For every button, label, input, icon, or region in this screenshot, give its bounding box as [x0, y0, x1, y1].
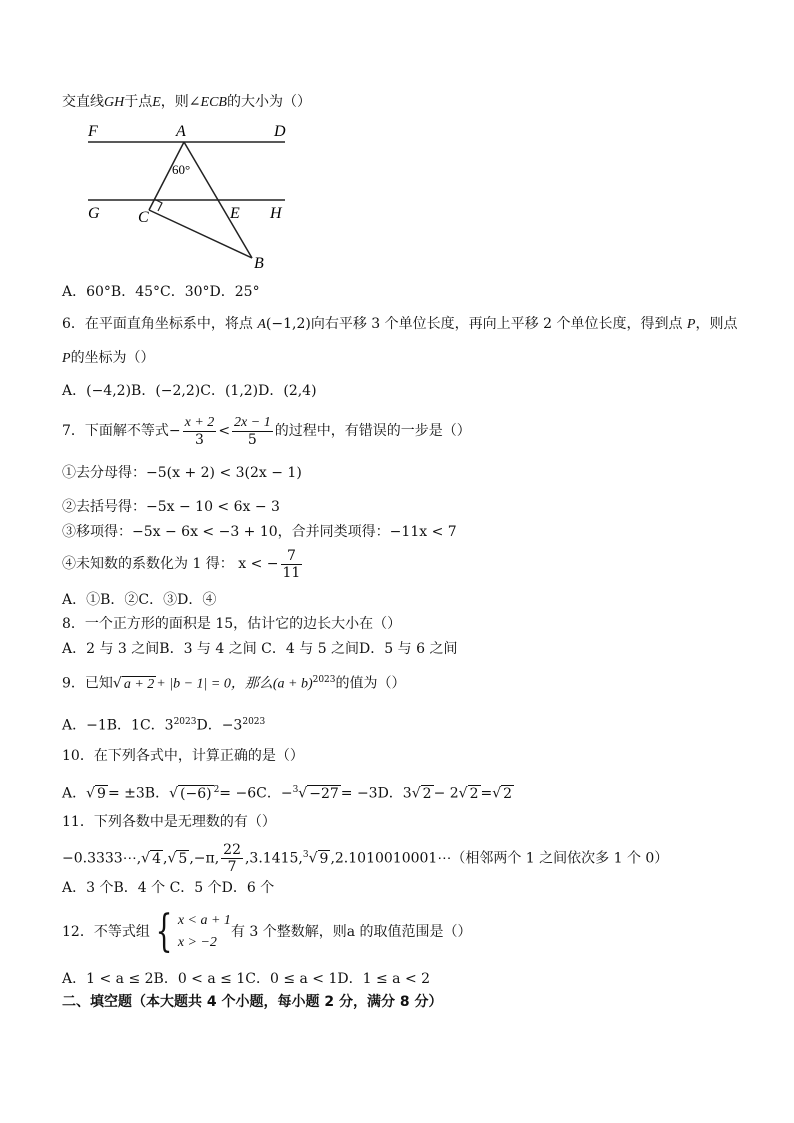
- q6-stem: 6．在平面直角坐标系中，将点 A(−1,2)向右平移 3 个单位长度，再向上平移 2 个单位长度，得到点 P，则点: [62, 316, 738, 332]
- q7-step-1: ①去分母得：−5(x + 2) < 3(2x − 1): [62, 465, 302, 481]
- q9-options: A．−1B．1C．$3^{2023}D$．$-3^{2023}$: [62, 717, 266, 734]
- q8-options: A．2 与 3 之间B．3 与 4 之间 C．4 与 5 之间D．5 与 6 之间: [62, 641, 458, 657]
- label-F: F: [88, 123, 98, 140]
- label-G: G: [88, 205, 100, 222]
- q6-options: A．(−4,2)B．(−2,2)C．(1,2)D．(2,4): [62, 383, 317, 399]
- section-2-heading: 二、填空题（本大题共 4 个小题，每小题 2 分，满分 8 分）: [62, 994, 443, 1010]
- q10-options: A．√ 9 = ±3B．√ (−6) $^2$= −6C．−$^3$√ −27 = −3D．3√ 2 − 2√ 2 =√ 2: [62, 785, 513, 802]
- q9-stem: 9．已知√ a + 2 + |b − 1| = 0，那么$(a + b)^{2023}$的值为（）: [62, 675, 406, 692]
- q7-step-4: ④未知数的系数化为 1 得： x < − $\frac{7}{11}$: [62, 547, 301, 581]
- label-B: B: [254, 255, 264, 272]
- q7-step-2: ②去括号得：−5x − 10 < 6x − 3: [62, 499, 280, 515]
- label-A: A: [176, 123, 186, 140]
- q5-options: A．60°B．45°C．30°D．25°: [62, 284, 260, 300]
- q12-stem: 12．不等式组 { x < a + 1 x > −2 有 3 个整数解，则a 的取值范围是（）: [62, 906, 472, 957]
- label-H: H: [270, 205, 282, 222]
- q7-options: A．①B．②C．③D．④: [62, 592, 217, 608]
- geometry-figure: [80, 118, 310, 273]
- label-angle: 60°: [172, 162, 191, 177]
- q6-stem-2: P的坐标为（）: [62, 350, 155, 366]
- q11-list: −0.3333⋯,√ 4 ,√ 5 ,−π, $\frac{22}{7}$ ,3.1415,$^3$√ 9 ,2.1010010001⋯（相邻两个 1 之间依次多 1 个 0）: [62, 842, 669, 876]
- label-C: C: [138, 209, 149, 226]
- q12-options: A．1 < a ≤ 2B．0 < a ≤ 1C．0 ≤ a < 1D．1 ≤ a < 2: [62, 971, 431, 987]
- q10-stem: 10．在下列各式中，计算正确的是（）: [62, 748, 304, 764]
- q7-step-3: ③移项得：−5x − 6x < −3 + 10，合并同类项得：−11x < 7: [62, 524, 457, 540]
- q5-stem: 交直线GH于点E，则∠ECB的大小为（）: [62, 94, 311, 110]
- q8-stem: 8．一个正方形的面积是 15，估计它的边长大小在（）: [62, 616, 402, 632]
- label-D: D: [274, 123, 286, 140]
- q11-stem: 11．下列各数中是无理数的有（）: [62, 814, 276, 830]
- q7-stem: 7．下面解不等式− $\frac{x + 2}{3}$ < $\frac{2x - 1}{5}$ 的过程中，有错误的一步是（）: [62, 414, 471, 448]
- q11-options: A．3 个B．4 个 C．5 个D．6 个: [62, 880, 275, 896]
- label-E: E: [230, 205, 240, 222]
